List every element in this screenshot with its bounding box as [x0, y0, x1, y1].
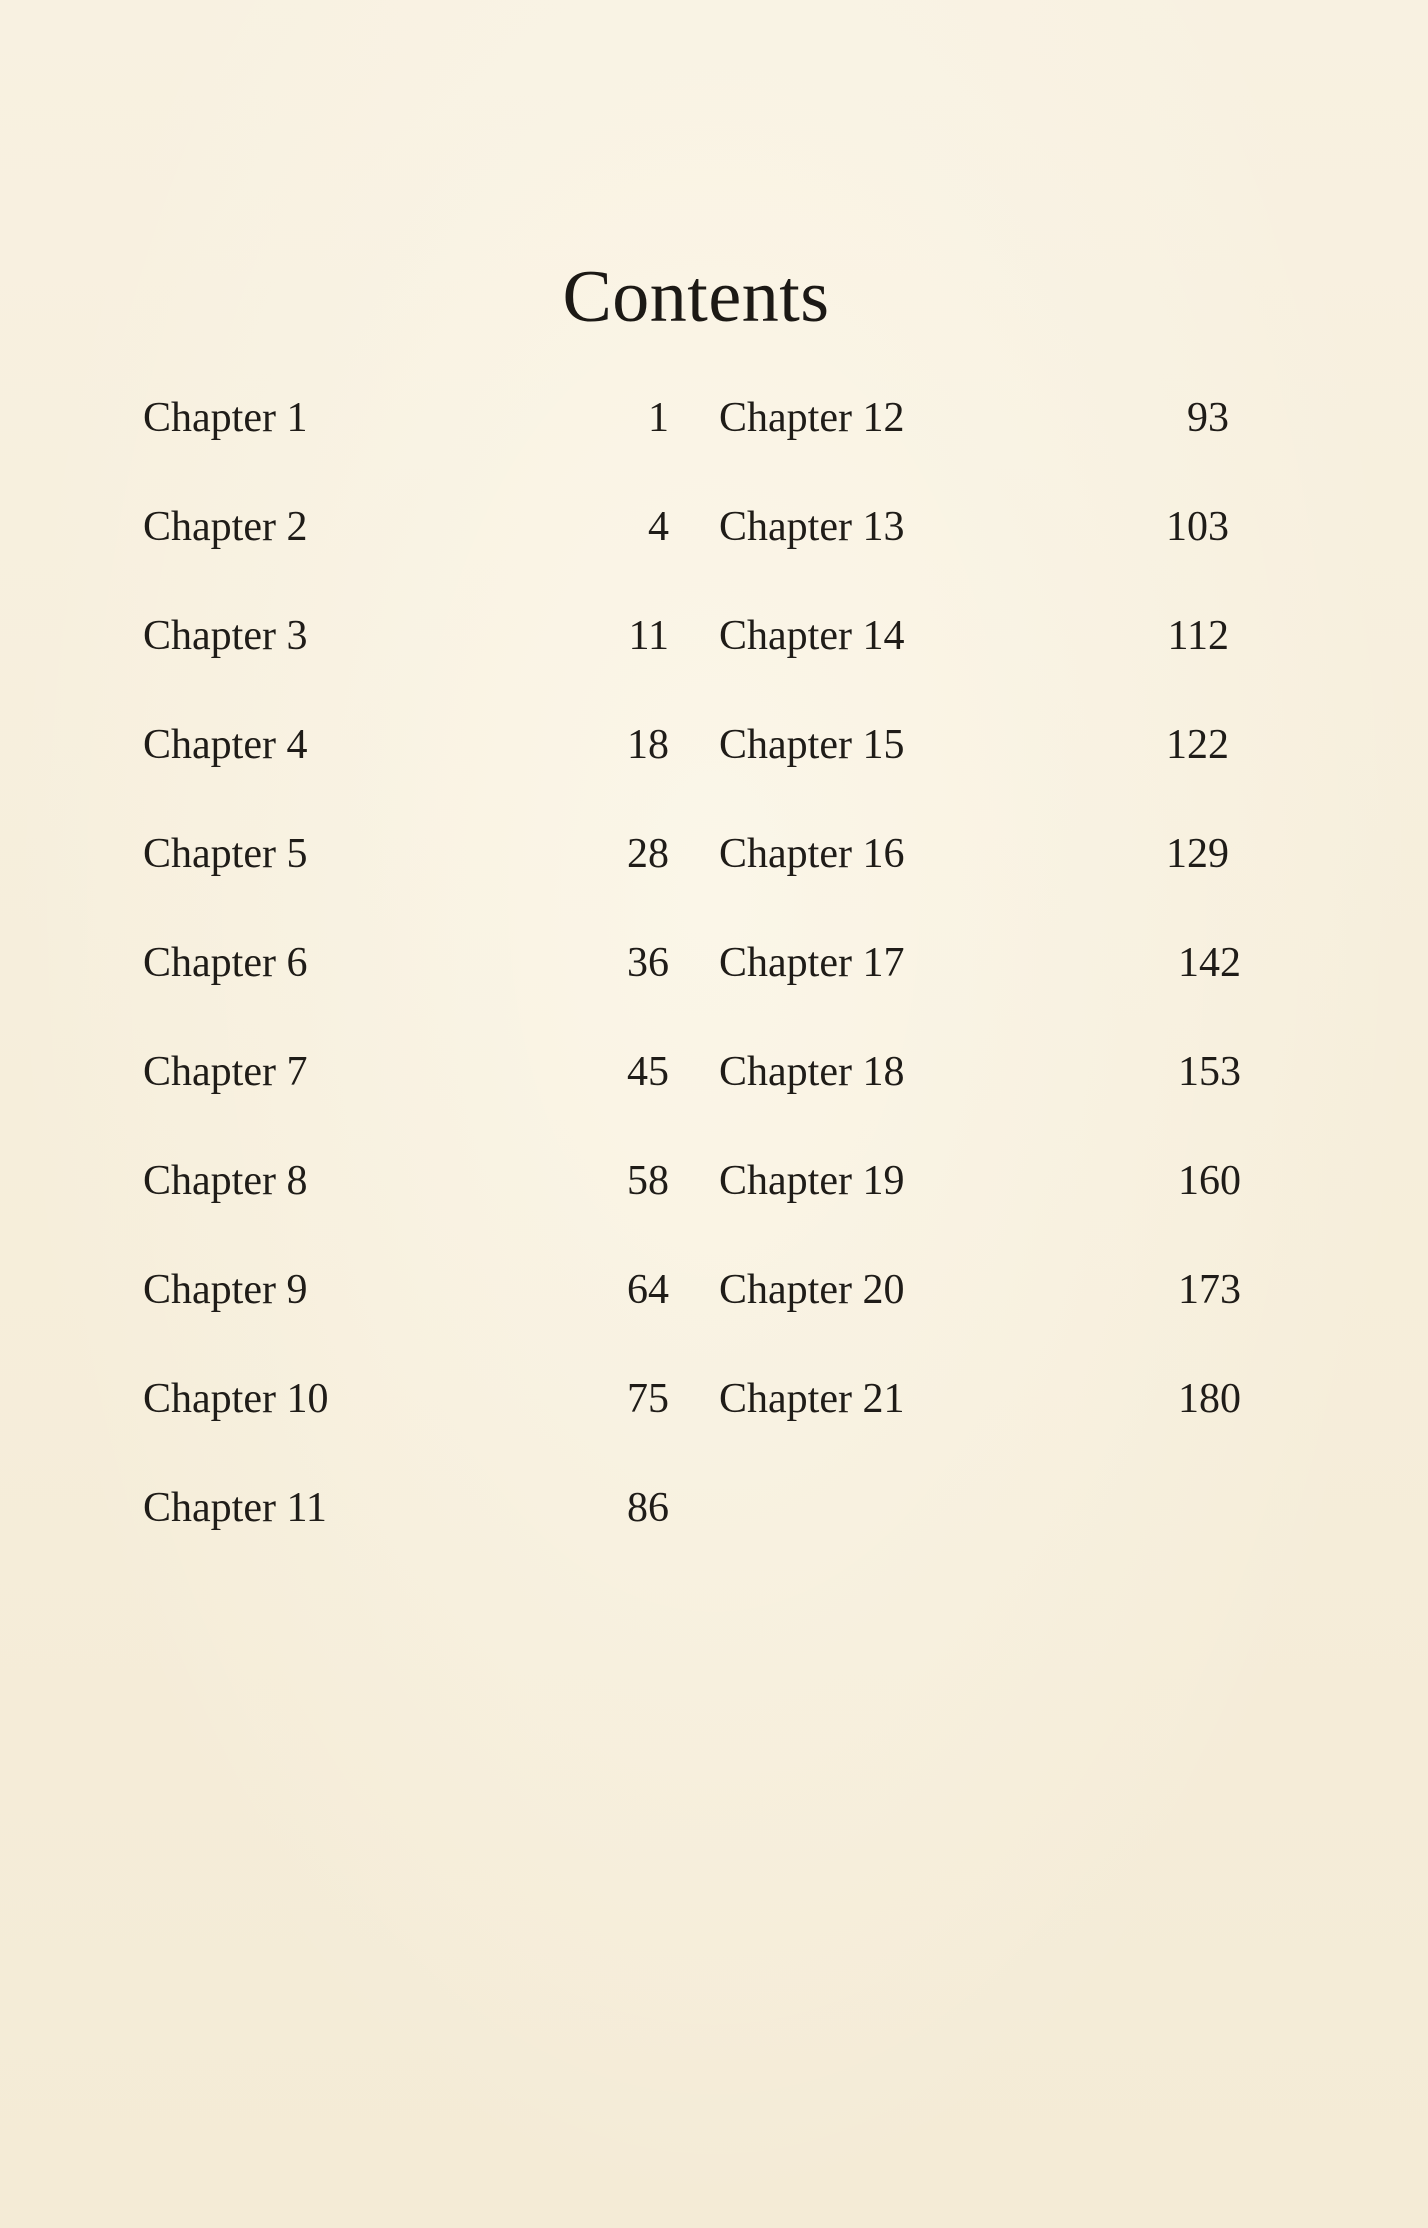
toc-entry-label: Chapter 20	[719, 1267, 905, 1313]
toc-entry-label: Chapter 6	[143, 940, 308, 986]
toc-entry-label: Chapter 15	[719, 722, 905, 768]
toc-entry-page: 173	[1178, 1267, 1241, 1313]
toc-entry-label: Chapter 10	[143, 1376, 329, 1422]
toc-entry-page: 122	[1166, 722, 1229, 768]
toc-entry-chapter-11	[143, 1478, 669, 1538]
toc-entry-label: Chapter 1	[143, 395, 308, 441]
toc-entry-page: 86	[627, 1485, 669, 1531]
toc-entry-page: 11	[628, 613, 669, 659]
toc-entry-chapter-17	[719, 933, 1241, 993]
toc-entry-page: 180	[1178, 1376, 1241, 1422]
toc-entry-chapter-21	[719, 1369, 1241, 1429]
toc-entry-chapter-9	[143, 1260, 669, 1320]
toc-entry-label: Chapter 11	[143, 1485, 327, 1531]
toc-entry-chapter-19	[719, 1151, 1241, 1211]
toc-entry-label: Chapter 9	[143, 1267, 308, 1313]
toc-entry-chapter-20	[719, 1260, 1241, 1320]
toc-entry-page: 93	[1187, 395, 1229, 441]
toc-entry-chapter-10	[143, 1369, 669, 1429]
toc-entry-label: Chapter 3	[143, 613, 308, 659]
page-title: Contents	[562, 256, 830, 338]
toc-entry-page: 75	[627, 1376, 669, 1422]
toc-entry-label: Chapter 16	[719, 831, 905, 877]
toc-entry-chapter-15	[719, 715, 1241, 775]
toc-entry-chapter-14	[719, 606, 1241, 666]
toc-entry-label: Chapter 13	[719, 504, 905, 550]
toc-entry-page: 64	[627, 1267, 669, 1313]
toc-entry-label: Chapter 5	[143, 831, 308, 877]
toc-entry-chapter-1	[143, 388, 669, 448]
toc-entry-chapter-3	[143, 606, 669, 666]
toc-entry-label: Chapter 7	[143, 1049, 308, 1095]
toc-entry-chapter-7	[143, 1042, 669, 1102]
toc-entry-chapter-6	[143, 933, 669, 993]
toc-entry-page: 58	[627, 1158, 669, 1204]
toc-entry-label: Chapter 21	[719, 1376, 905, 1422]
toc-entry-page: 129	[1166, 831, 1229, 877]
toc-entry-label: Chapter 18	[719, 1049, 905, 1095]
toc-entry-chapter-2	[143, 497, 669, 557]
toc-entry-chapter-12	[719, 388, 1241, 448]
toc-entry-page: 18	[627, 722, 669, 768]
toc-entry-page: 153	[1178, 1049, 1241, 1095]
toc-entry-label: Chapter 12	[719, 395, 905, 441]
toc-entry-page: 28	[627, 831, 669, 877]
toc-entry-page: 4	[648, 504, 669, 550]
toc-entry-chapter-16	[719, 824, 1241, 884]
toc-entry-chapter-13	[719, 497, 1241, 557]
toc-entry-chapter-4	[143, 715, 669, 775]
toc-entry-page: 142	[1178, 940, 1241, 986]
toc-entry-page: 103	[1166, 504, 1229, 550]
toc-entry-label: Chapter 17	[719, 940, 905, 986]
toc-entry-label: Chapter 2	[143, 504, 308, 550]
toc-entry-label: Chapter 14	[719, 613, 905, 659]
toc-entry-label: Chapter 19	[719, 1158, 905, 1204]
toc-entry-page: 36	[627, 940, 669, 986]
toc-entry-page: 45	[627, 1049, 669, 1095]
toc-entry-page: 160	[1178, 1158, 1241, 1204]
toc-entry-chapter-18	[719, 1042, 1241, 1102]
toc-entry-label: Chapter 8	[143, 1158, 308, 1204]
toc-entry-label: Chapter 4	[143, 722, 308, 768]
toc-entry-chapter-5	[143, 824, 669, 884]
toc-entry-page: 112	[1167, 613, 1229, 659]
toc-entry-page: 1	[648, 395, 669, 441]
toc-entry-chapter-8	[143, 1151, 669, 1211]
